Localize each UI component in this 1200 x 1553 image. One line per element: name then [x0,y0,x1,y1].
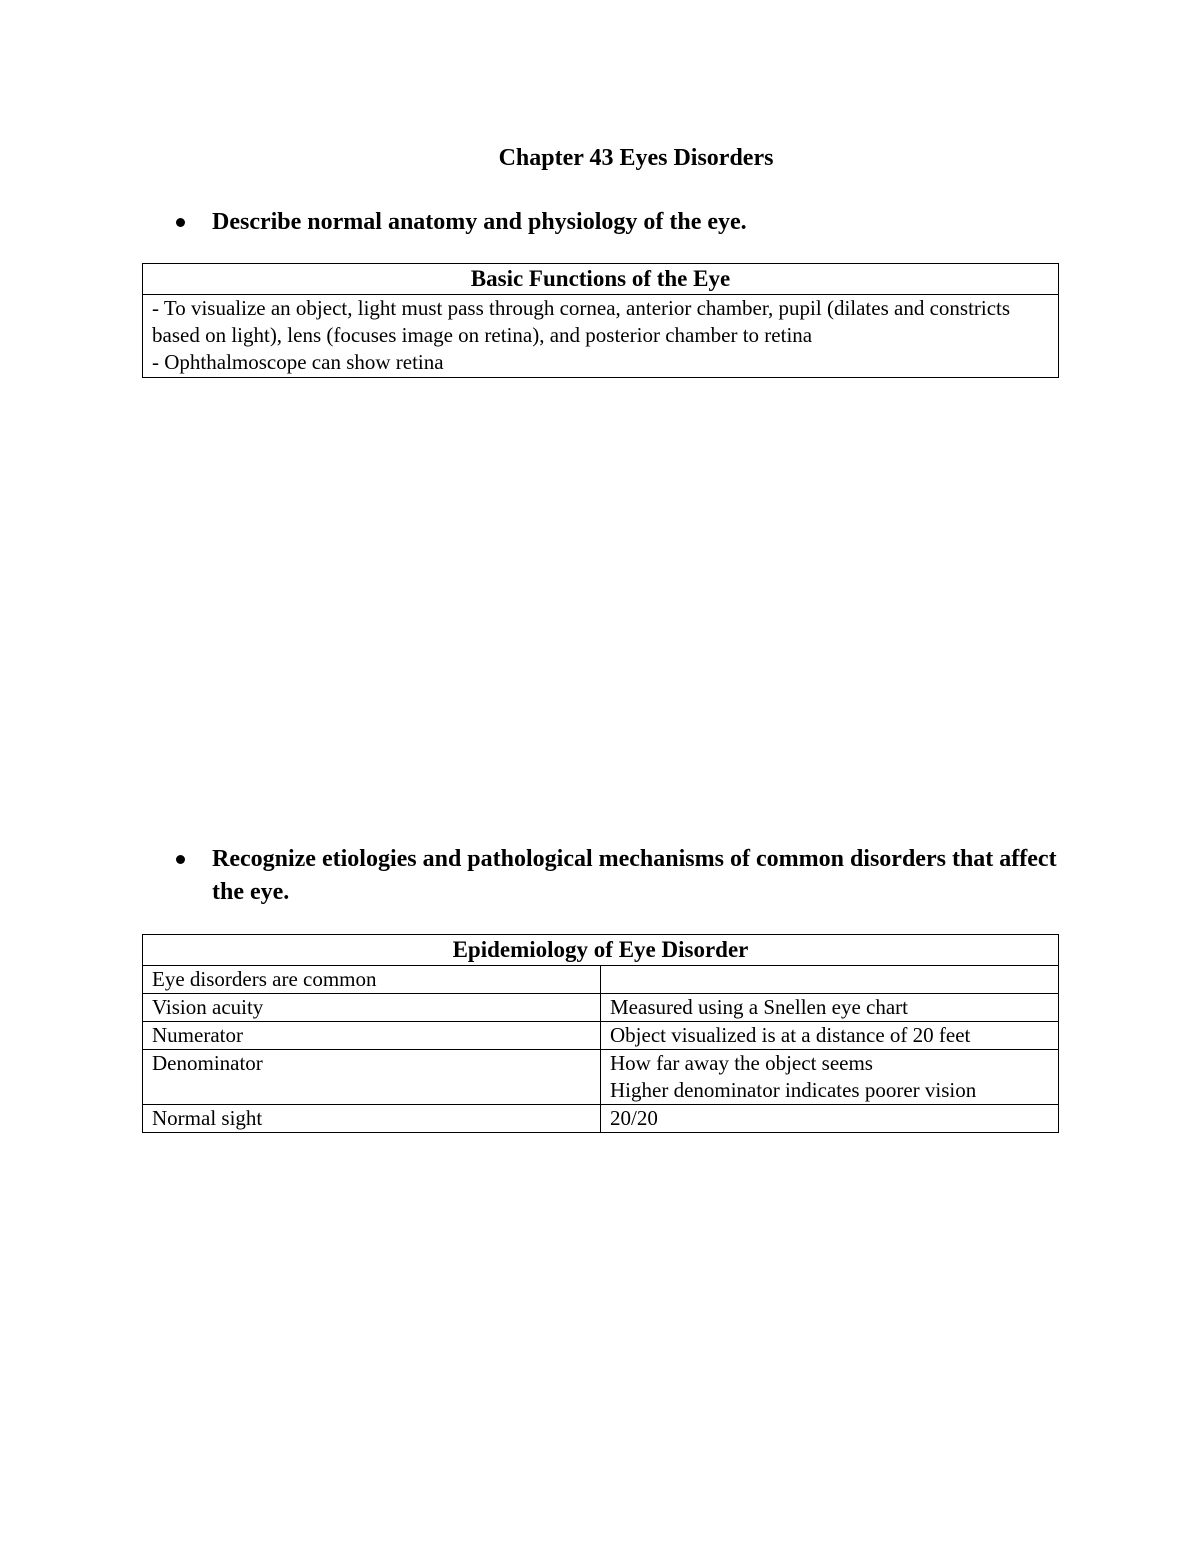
table-row [143,966,1059,994]
table-line: How far away the object seems [610,1051,873,1075]
basic-functions-table [142,263,1059,378]
objective-text: Recognize etiologies and pathological mechanisms of common disorders that affect the eye. [212,846,1057,905]
table-cell: Denominator [143,1050,601,1105]
table-cell: Measured using a Snellen eye chart [601,994,1059,1022]
table-cell [143,295,1059,378]
table-cell: Vision acuity [143,994,601,1022]
table-header: Basic Functions of the Eye [143,264,1059,295]
table-row [143,1022,1059,1050]
bullet-dot-icon [176,855,185,864]
objective-bullet-2 [176,843,1056,913]
objective-bullet-1 [176,206,1056,240]
table-row [143,1050,1059,1105]
objective-text: Describe normal anatomy and physiology of the eye. [212,209,747,235]
table-row [143,994,1059,1022]
table-line: Higher denominator indicates poorer vision [610,1078,977,1102]
table-cell [601,1050,1059,1105]
bullet-dot-icon [176,218,185,227]
table-cell: Object visualized is at a distance of 20 feet [601,1022,1059,1050]
table-cell: Eye disorders are common [143,966,601,994]
epidemiology-table [142,934,1059,1133]
page-title: Chapter 43 Eyes Disorders [498,145,774,171]
table-row [143,1105,1059,1133]
table-cell: Numerator [143,1022,601,1050]
table-cell: 20/20 [601,1105,1059,1133]
table-cell [601,966,1059,994]
table-line: - To visualize an object, light must pass through cornea, anterior chamber, pupil (dilates and constricts based on light), lens (focuses image on retina), and posterior chamber to retina [152,296,1011,347]
table-line: - Ophthalmoscope can show retina [152,350,444,374]
table-header: Epidemiology of Eye Disorder [143,935,1059,966]
table-cell: Normal sight [143,1105,601,1133]
